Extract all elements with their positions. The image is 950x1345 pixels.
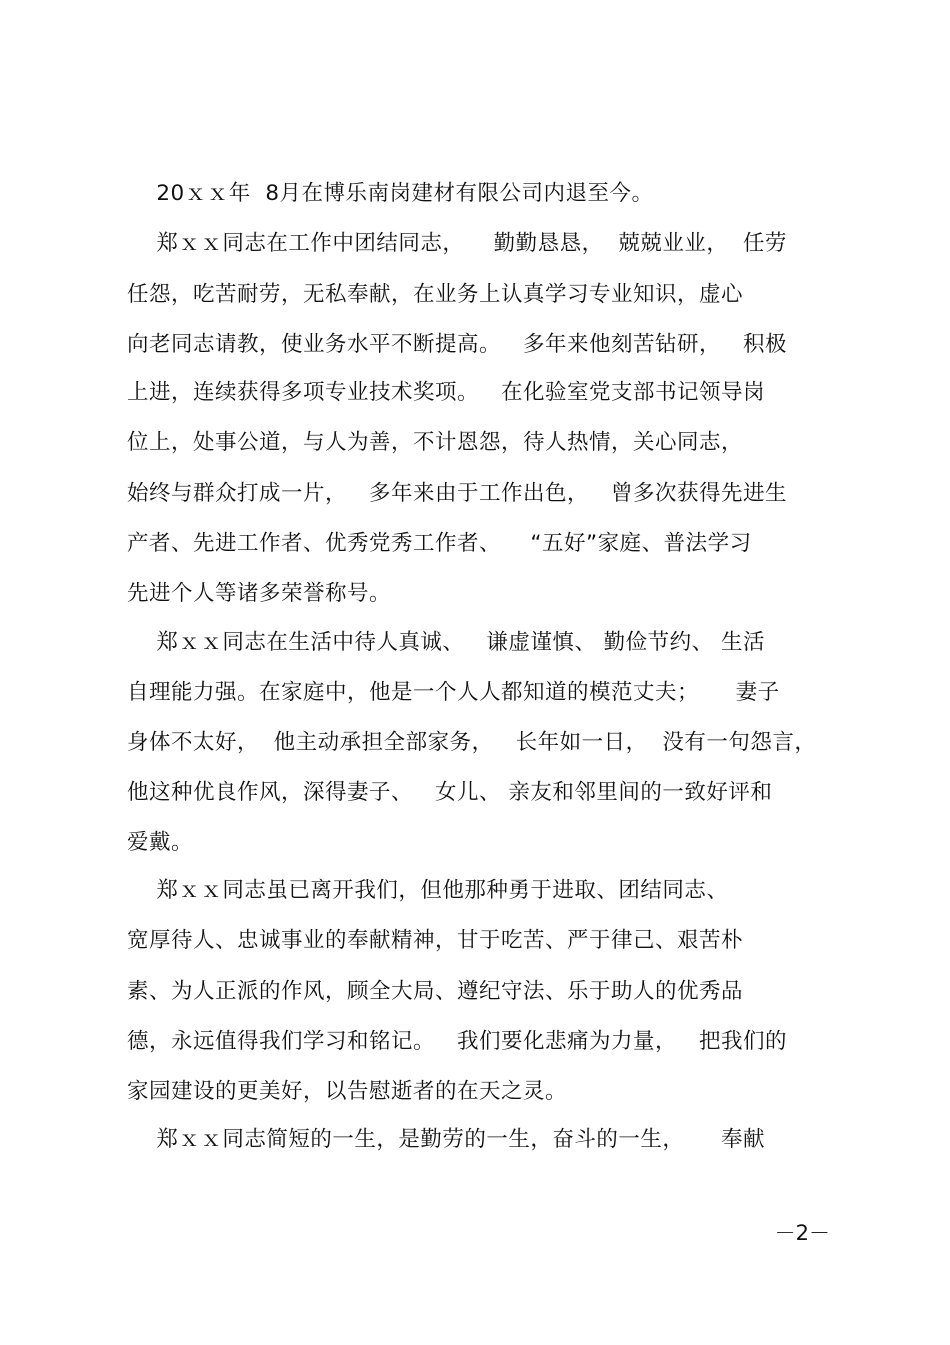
body-text-line: 德，永远值得我们学习和铭记。 我们要化悲痛为力量， 把我们的 [127,1029,788,1054]
body-text-line: 20ｘｘ年 8月在博乐南岗建材有限公司内退至今。 [127,181,654,206]
body-text-line: 始终与群众打成一片， 多年来由于工作出色， 曾多次获得先进生 [127,481,788,506]
page-number: －2－ [774,1221,830,1245]
body-text-line: 先进个人等诸多荣誉称号。 [127,581,392,606]
body-text-line: 他这种优良作风，深得妻子、 女儿、 亲友和邻里间的一致好评和 [127,780,773,805]
body-text-line: 郑ｘｘ同志虽已离开我们，但他那种勇于进取、团结同志、 [127,878,729,903]
body-text-line: 家园建设的更美好，以告慰逝者的在天之灵。 [127,1079,568,1104]
body-text-line: 位上，处事公道，与人为善，不计恩怨，待人热情，关心同志， [127,430,744,455]
body-text-line: 郑ｘｘ同志在工作中团结同志， 勤勤恳恳， 兢兢业业， 任劳 [127,231,788,256]
body-text-line: 自理能力强。在家庭中，他是一个人人都知道的模范丈夫； 妻子 [127,680,780,705]
body-text-line: 郑ｘｘ同志在生活中待人真诚、 谦虚谨慎、 勤俭节约、 生活 [127,630,766,655]
body-text-line: 宽厚待人、忠诚事业的奉献精神，甘于吃苦、严于律己、艰苦朴 [127,928,744,953]
body-text-line: 向老同志请教，使业务水平不断提高。 多年来他刻苦钻研， 积极 [127,332,788,357]
body-text-line: 素、为人正派的作风，顾全大局、遵纪守法、乐于助人的优秀品 [127,979,744,1004]
body-text-line: 上进，连续获得多项专业技术奖项。 在化验室党支部书记领导岗 [127,380,766,405]
body-text-line: 爱戴。 [127,830,194,855]
body-text-line: 产者、先进工作者、优秀党秀工作者、 “五好”家庭、普法学习 [127,531,752,556]
body-text-line: 身体不太好， 他主动承担全部家务， 长年如一日， 没有一句怨言， [127,730,817,755]
body-text-line: 郑ｘｘ同志简短的一生，是勤劳的一生，奋斗的一生， 奉献 [127,1127,766,1152]
body-text-line: 任怨，吃苦耐劳，无私奉献，在业务上认真学习专业知识，虚心 [127,282,744,307]
